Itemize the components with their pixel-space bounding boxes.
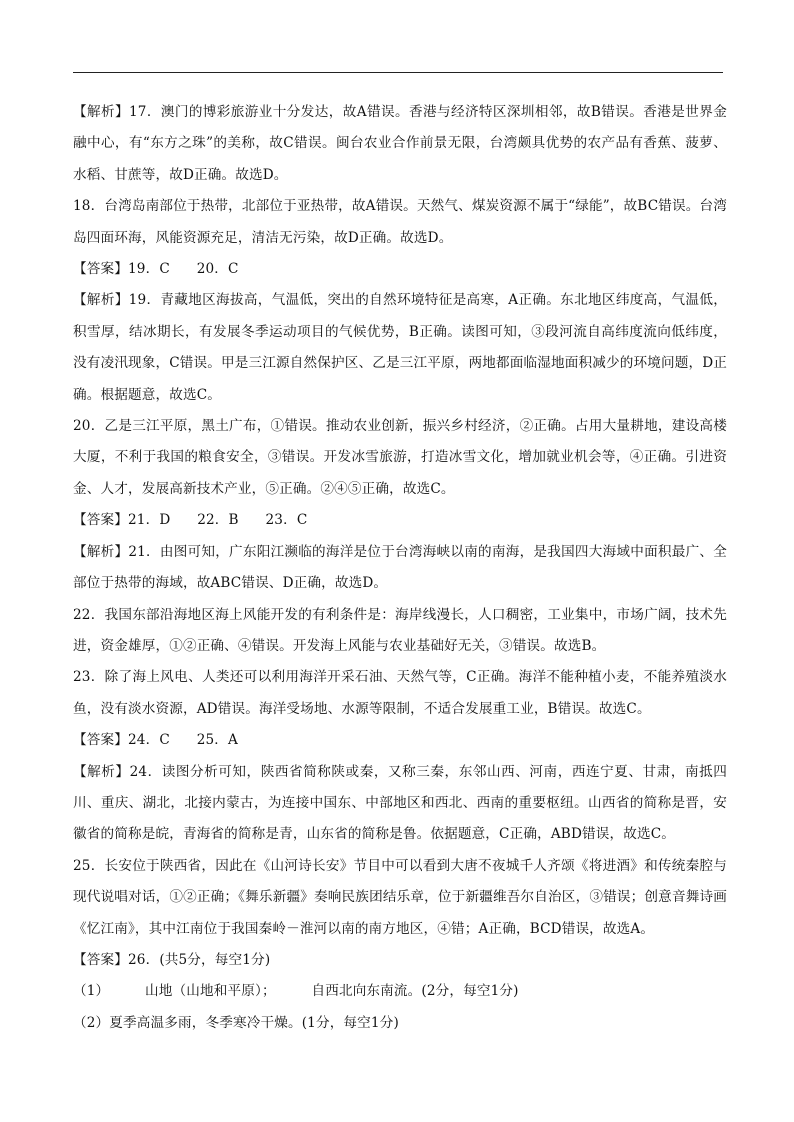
answer-26: 【答案】26．(共5分，每空1分) xyxy=(73,951,271,968)
answer-26-part-1: （1） 山地（山地和平原）； 自西北向东南流。(2分，每空1分) xyxy=(73,983,519,1000)
analysis-20: 20．乙是三江平原，黑土广布，①错误。推动农业创新，振兴乡村经济，②正确。占用大量耕地，建设高楼大厦，不利于我国的粮食安全，③错误。开发冰雪旅游，打造冰雪文化，增加就业机会等，④正确。引进资金、人才，发展高新技术产业，⑤正确。②④⑤正确，故选C。 xyxy=(73,418,727,497)
analysis-24: 【解析】24．读图分析可知，陕西省简称陕或秦，又称三秦，东邻山西、河南，西连宁夏、甘肃，南抵四川、重庆、湖北，北接内蒙古，为连接中国东、中部地区和西北、西南的重要枢纽。山西省的简称是晋，安徽省的简称是皖，青海省的简称是青，山东省的简称是鲁。依据题意，C正确，ABD错误，故选C。 xyxy=(73,763,727,843)
answer-21-23: 【答案】21．D 22．B 23．C xyxy=(73,512,308,529)
document-body xyxy=(73,97,727,1039)
analysis-21: 【解析】21．由图可知，广东阳江濒临的海洋是位于台湾海峡以南的南海，是我国四大海域中面积最广、全部位于热带的海域，故ABC错误、D正确，故选D。 xyxy=(73,543,727,592)
analysis-25: 25．长安位于陕西省，因此在《山河诗长安》节目中可以看到大唐不夜城千人齐颂《将进酒》和传统秦腔与现代说唱对话，①②正确；《舞乐新疆》奏响民族团结乐章，位于新疆维吾尔自治区，③错误；创意音舞诗画《忆江南》，其中江南位于我国秦岭－淮河以南的南方地区，④错；A正确，BCD错误，故选A。 xyxy=(73,857,727,937)
analysis-19: 【解析】19．青藏地区海拔高，气温低，突出的自然环境特征是高寒，A正确。东北地区纬度高，气温低，积雪厚，结冰期长，有发展冬季运动项目的气候优势，B正确。读图可知，③段河流自高纬度流向低纬度，没有凌汛现象，C错误。甲是三江源自然保护区、乙是三江平原，两地都面临湿地面积减少的环境问题，D正确。根据题意，故选C。 xyxy=(73,292,727,403)
answer-24-25: 【答案】24．C 25．A xyxy=(73,732,239,749)
analysis-22: 22．我国东部沿海地区海上风能开发的有利条件是：海岸线漫长，人口稠密，工业集中，市场广阔，技术先进，资金雄厚，①②正确、④错误。开发海上风能与农业基础好无关，③错误。故选B。 xyxy=(73,606,727,654)
answer-19-20: 【答案】19．C 20．C xyxy=(73,261,239,278)
analysis-18: 18．台湾岛南部位于热带，北部位于亚热带，故A错误。天然气、煤炭资源不属于“绿能”，故BC错误。台湾岛四面环海，风能资源充足，清洁无污染，故D正确。故选D。 xyxy=(73,198,727,246)
header-rule xyxy=(73,72,723,73)
analysis-23: 23．除了海上风电、人类还可以利用海洋开采石油、天然气等，C正确。海洋不能种植小麦，不能养殖淡水鱼，没有淡水资源，AD错误。海洋受场地、水源等限制，不适合发展重工业，B错误。故选C。 xyxy=(73,669,727,717)
answer-26-part-2: （2）夏季高温多雨，冬季寒冷干燥。(1分，每空1分) xyxy=(73,1014,399,1031)
analysis-17: 【解析】17．澳门的博彩旅游业十分发达，故A错误。香港与经济特区深圳相邻，故B错误。香港是世界金融中心，有“东方之珠”的美称，故C错误。闽台农业合作前景无限，台湾颇具优势的农产品有香蕉、菠萝、水稻、甘蔗等，故D正确。故选D。 xyxy=(73,104,727,183)
